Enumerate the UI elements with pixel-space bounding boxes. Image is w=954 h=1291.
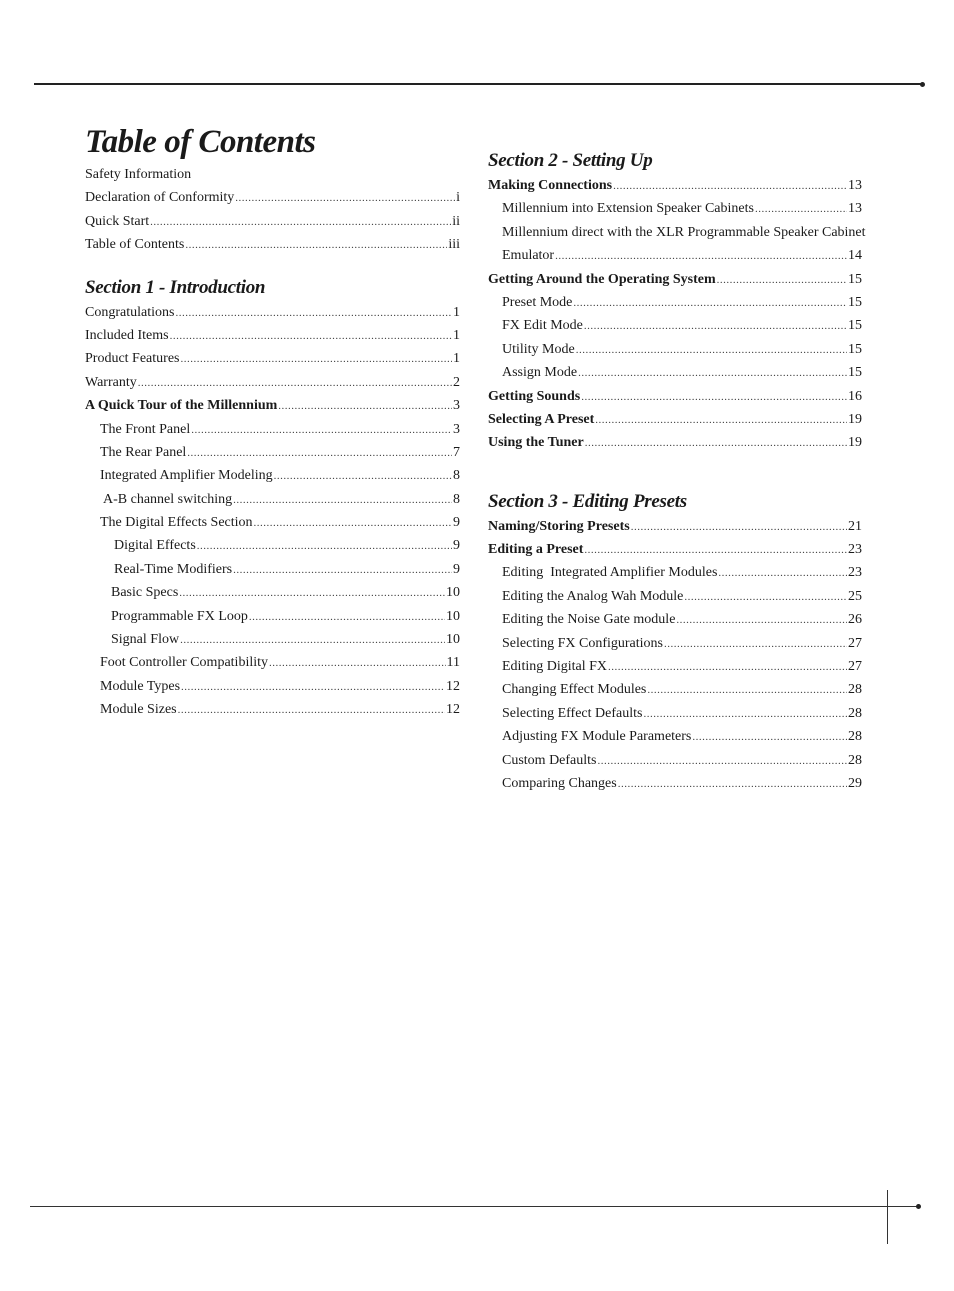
toc-entry[interactable] xyxy=(488,632,862,655)
toc-entry-page: 19 xyxy=(848,435,862,451)
toc-entry-label: Safety Information xyxy=(85,167,192,182)
dot-leader xyxy=(692,726,847,749)
toc-entry[interactable] xyxy=(85,534,460,557)
toc-entry[interactable] xyxy=(488,585,862,608)
dot-leader xyxy=(555,245,847,268)
section-2-heading: Section 2 - Setting Up xyxy=(488,150,653,171)
toc-entry[interactable] xyxy=(85,418,460,441)
top-rule-dot xyxy=(920,82,925,87)
toc-entry-label: Table of Contents xyxy=(85,237,185,253)
dot-leader xyxy=(179,582,445,605)
toc-entry-page: 13 xyxy=(848,178,862,193)
dot-leader xyxy=(181,676,445,699)
toc-entry-label: Millennium into Extension Speaker Cabinets xyxy=(502,201,754,217)
toc-entry[interactable] xyxy=(85,301,460,324)
toc-entry[interactable] xyxy=(488,431,862,454)
bottom-rule xyxy=(30,1206,919,1207)
toc-entry-page: ii xyxy=(452,213,460,229)
dot-leader xyxy=(170,325,452,348)
toc-entry[interactable] xyxy=(85,464,460,487)
toc-entry[interactable] xyxy=(488,268,862,291)
toc-entry-label: Adjusting FX Module Parameters xyxy=(502,729,692,745)
toc-entry-label: Millennium direct with the XLR Programmable Speaker Cabinet xyxy=(502,224,866,240)
dot-leader xyxy=(254,512,452,535)
toc-entry-label: Included Items xyxy=(85,327,169,343)
toc-entry[interactable] xyxy=(488,174,862,197)
toc-entry[interactable] xyxy=(488,515,862,538)
toc-entry-page: 29 xyxy=(848,775,862,791)
dot-leader xyxy=(175,302,452,325)
section-3-heading: Section 3 - Editing Presets xyxy=(488,490,687,512)
toc-entry-page: 10 xyxy=(446,585,460,601)
dot-leader xyxy=(233,489,452,512)
toc-entry[interactable] xyxy=(488,702,862,725)
dot-leader xyxy=(233,559,452,582)
bottom-rule-dot xyxy=(916,1204,921,1209)
toc-entry[interactable] xyxy=(488,338,862,361)
toc-entry-label: Foot Controller Compatibility xyxy=(100,655,268,671)
page-title: Table of Contents xyxy=(85,124,316,160)
toc-entry-label: Making Connections xyxy=(488,178,613,193)
toc-entry-page: i xyxy=(456,190,460,206)
toc-entry-label: Real-Time Modifiers xyxy=(114,561,233,577)
dot-leader xyxy=(197,535,452,558)
toc-entry-label: Warranty xyxy=(85,374,137,390)
dot-leader xyxy=(664,633,847,656)
toc-entry-page: 21 xyxy=(848,518,862,534)
toc-entry[interactable] xyxy=(488,749,862,772)
toc-entry[interactable] xyxy=(85,441,460,464)
toc-entry[interactable] xyxy=(85,675,460,698)
toc-entry-label: Selecting FX Configurations xyxy=(502,635,663,651)
toc-entry-label: The Digital Effects Section xyxy=(100,515,253,531)
dot-leader xyxy=(269,652,446,675)
toc-entry-label: Editing a Preset xyxy=(488,542,584,558)
toc-entry[interactable] xyxy=(488,608,862,631)
toc-entry[interactable] xyxy=(488,314,862,337)
toc-entry-page: 9 xyxy=(453,515,460,531)
dot-leader xyxy=(576,339,847,362)
toc-entry-page: 10 xyxy=(446,608,460,624)
toc-entry-label: Preset Mode xyxy=(502,294,573,310)
toc-entry-page: 28 xyxy=(848,705,862,721)
toc-entry-label: A-B channel switching xyxy=(103,491,233,507)
toc-entry[interactable] xyxy=(85,488,460,511)
dot-leader xyxy=(573,292,847,315)
toc-entry-label: Comparing Changes xyxy=(502,775,617,791)
dot-leader xyxy=(643,703,847,726)
toc-entry-page: 3 xyxy=(453,398,460,414)
toc-entry[interactable] xyxy=(488,385,862,408)
top-rule xyxy=(34,83,921,85)
toc-entry[interactable] xyxy=(85,651,460,674)
dot-leader xyxy=(150,211,451,234)
toc-entry-label: The Front Panel xyxy=(100,421,191,437)
dot-leader xyxy=(178,699,445,722)
toc-entry-label: Editing Integrated Amplifier Modules xyxy=(502,565,718,581)
toc-entry-page: 11 xyxy=(446,655,460,671)
section-1-heading: Section 1 - Introduction xyxy=(85,276,266,298)
toc-entry[interactable] xyxy=(488,678,862,701)
toc-entry-page: 2 xyxy=(453,374,460,390)
toc-entry[interactable] xyxy=(488,291,862,314)
dot-leader xyxy=(647,679,847,702)
toc-entry-page: 15 xyxy=(848,271,862,287)
toc-entry-page: 14 xyxy=(848,248,862,264)
toc-entry-page: 28 xyxy=(848,682,862,698)
toc-entry-label: Programmable FX Loop xyxy=(111,608,248,624)
toc-entry-page: 28 xyxy=(848,752,862,768)
toc-entry-page: 25 xyxy=(848,588,862,604)
dot-leader xyxy=(249,606,445,629)
toc-entry-label: Changing Effect Modules xyxy=(502,682,647,698)
toc-entry-page: 23 xyxy=(848,565,862,581)
toc-entry-label: Assign Mode xyxy=(502,365,578,381)
dot-leader xyxy=(631,516,847,539)
toc-entry-page: 19 xyxy=(848,411,862,427)
toc-entry[interactable] xyxy=(85,628,460,651)
toc-entry[interactable] xyxy=(488,725,862,748)
toc-entry-label: Quick Start xyxy=(85,213,150,229)
toc-entry-page: 26 xyxy=(848,612,862,628)
dot-leader xyxy=(585,432,847,455)
toc-entry-label: Basic Specs xyxy=(111,585,179,601)
dot-leader xyxy=(235,187,455,210)
toc-entry[interactable] xyxy=(85,698,460,721)
toc-entry[interactable] xyxy=(488,655,862,678)
dot-leader xyxy=(717,269,847,292)
toc-entry-page: 10 xyxy=(446,632,460,648)
toc-entry-page: 23 xyxy=(848,542,862,558)
toc-entry[interactable] xyxy=(85,558,460,581)
crop-mark xyxy=(887,1190,888,1244)
toc-entry-label: A Quick Tour of the Millennium xyxy=(85,398,278,414)
dot-leader xyxy=(581,386,847,409)
toc-entry-label: Integrated Amplifier Modeling xyxy=(100,468,273,484)
dot-leader xyxy=(676,609,847,632)
dot-leader xyxy=(608,656,847,679)
toc-entry-page: 1 xyxy=(453,304,460,320)
toc-entry-label: Editing the Analog Wah Module xyxy=(502,588,684,604)
dot-leader xyxy=(180,629,445,652)
toc-entry-page: 12 xyxy=(446,678,460,694)
dot-leader xyxy=(618,773,847,796)
dot-leader xyxy=(598,750,848,773)
toc-entry-table-of-contents[interactable] xyxy=(85,233,460,256)
dot-leader xyxy=(278,395,452,418)
toc-entry-page: 3 xyxy=(453,421,460,437)
toc-entry-page: 8 xyxy=(453,491,460,507)
toc-entry[interactable] xyxy=(85,347,460,370)
dot-leader xyxy=(755,198,847,221)
toc-entry-page: 15 xyxy=(848,294,862,310)
toc-entry[interactable] xyxy=(85,324,460,347)
toc-entry-page: 1 xyxy=(453,327,460,343)
toc-entry-label: Product Features xyxy=(85,351,180,367)
dot-leader xyxy=(191,419,452,442)
toc-entry-page: 28 xyxy=(848,729,862,745)
toc-entry-page: 8 xyxy=(453,468,460,484)
dot-leader xyxy=(718,562,847,585)
toc-right-column xyxy=(488,148,866,795)
toc-entry-page: 15 xyxy=(848,318,862,334)
toc-entry-page: 9 xyxy=(453,561,460,577)
toc-entry-label: Custom Defaults xyxy=(502,752,597,768)
toc-entry[interactable] xyxy=(488,244,862,267)
dot-leader xyxy=(138,372,452,395)
toc-entry-page: 12 xyxy=(446,702,460,718)
toc-entry[interactable] xyxy=(488,561,862,584)
toc-entry-label: Signal Flow xyxy=(111,632,180,648)
dot-leader xyxy=(187,442,452,465)
toc-entry-declaration[interactable] xyxy=(85,186,460,209)
dot-leader xyxy=(185,234,447,257)
toc-entry-label: Using the Tuner xyxy=(488,435,584,451)
toc-entry[interactable] xyxy=(85,605,460,628)
toc-entry[interactable] xyxy=(85,371,460,394)
toc-entry-label: Declaration of Conformity xyxy=(85,190,235,206)
toc-entry[interactable] xyxy=(488,408,862,431)
toc-entry[interactable] xyxy=(488,772,862,795)
toc-entry-quick-start[interactable] xyxy=(85,210,460,233)
toc-entry-page: 13 xyxy=(848,201,862,217)
toc-safety-information[interactable] xyxy=(85,163,460,186)
toc-entry[interactable] xyxy=(488,361,862,384)
toc-entry-page: 9 xyxy=(453,538,460,554)
toc-entry-wrapped-line[interactable] xyxy=(488,221,866,244)
toc-entry-page: 1 xyxy=(453,351,460,367)
toc-entry-label: Emulator xyxy=(502,248,555,264)
toc-entry-page: 16 xyxy=(848,388,862,404)
toc-entry[interactable] xyxy=(85,511,460,534)
toc-entry-page: 27 xyxy=(848,635,862,651)
toc-entry-label: FX Edit Mode xyxy=(502,318,583,334)
dot-leader xyxy=(274,465,452,488)
toc-entry-label: Selecting A Preset xyxy=(488,411,595,427)
dot-leader xyxy=(584,315,847,338)
toc-entry-label: Digital Effects xyxy=(114,538,196,554)
toc-entry[interactable] xyxy=(488,197,862,220)
toc-entry-label: Selecting Effect Defaults xyxy=(502,705,643,721)
toc-entry-page: 27 xyxy=(848,659,862,675)
dot-leader xyxy=(180,348,452,371)
toc-entry-page: 7 xyxy=(453,444,460,460)
toc-entry-page: 15 xyxy=(848,341,862,357)
dot-leader xyxy=(684,586,847,609)
toc-entry-label: Getting Around the Operating System xyxy=(488,271,716,287)
section-spacer xyxy=(85,257,460,275)
dot-leader xyxy=(595,409,847,432)
toc-entry-page: iii xyxy=(448,237,460,253)
toc-entry-label: Utility Mode xyxy=(502,341,575,357)
toc-entry-label: Module Sizes xyxy=(100,702,177,718)
toc-entry[interactable] xyxy=(85,394,460,417)
toc-entry[interactable] xyxy=(488,538,862,561)
toc-entry-label: Editing Digital FX xyxy=(502,659,607,675)
toc-entry[interactable] xyxy=(85,581,460,604)
toc-entry-label: The Rear Panel xyxy=(100,444,187,460)
toc-entry-label: Module Types xyxy=(100,678,181,694)
dot-leader xyxy=(584,539,847,562)
toc-entry-label: Editing the Noise Gate module xyxy=(502,612,676,628)
toc-entry-label: Congratulations xyxy=(85,304,175,320)
dot-leader xyxy=(613,175,847,198)
dot-leader xyxy=(578,362,847,385)
section-spacer xyxy=(488,455,862,489)
toc-entry-label: Getting Sounds xyxy=(488,388,581,404)
toc-entry-label: Naming/Storing Presets xyxy=(488,518,630,534)
toc-left-column xyxy=(85,163,460,722)
toc-entry-page: 15 xyxy=(848,365,862,381)
